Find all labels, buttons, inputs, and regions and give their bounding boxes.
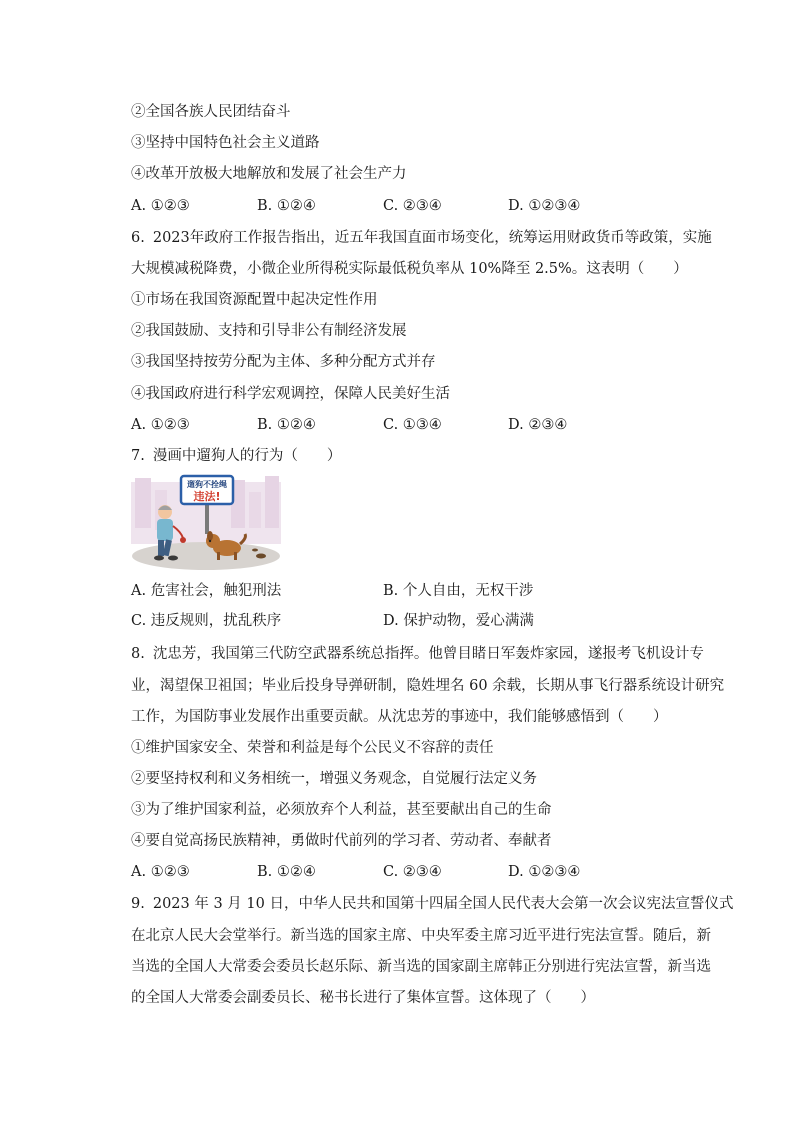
q6-number: 6. bbox=[131, 230, 145, 246]
q8-stem-line-1: 8. 沈忠芳，我国第三代防空武器系统总指挥。他曾目睹日军轰炸家园，遂报考飞机设计专 bbox=[131, 646, 704, 662]
q6-stem-line-2: 大规模减税降费，小微企业所得税实际最低税负率从 10%降至 2.5%。这表明（ ） bbox=[131, 261, 688, 277]
q6-statement-2: ②我国鼓励、支持和引导非公有制经济发展 bbox=[131, 323, 407, 339]
q5-statement-4: ④改革开放极大地解放和发展了社会生产力 bbox=[131, 166, 407, 182]
q6-statement-1: ①市场在我国资源配置中起决定性作用 bbox=[131, 292, 378, 308]
q8-number: 8. bbox=[131, 646, 145, 662]
q8-option-b[interactable]: B. ①②④ bbox=[257, 864, 316, 880]
q6-statement-4: ④我国政府进行科学宏观调控，保障人民美好生活 bbox=[131, 386, 450, 402]
q8-statement-3: ③为了维护国家利益，必须放弃个人利益，甚至要献出自己的生命 bbox=[131, 802, 552, 818]
q8-statement-2: ②要坚持权利和义务相统一，增强义务观念，自觉履行法定义务 bbox=[131, 771, 537, 787]
q7-option-b[interactable]: B. 个人自由，无权干涉 bbox=[383, 583, 534, 599]
q8-stem-line-2: 业，渴望保卫祖国；毕业后投身导弹研制，隐姓埋名 60 余载，长期从事飞行器系统设计研究 bbox=[131, 678, 725, 694]
q5-option-d[interactable]: D. ①②③④ bbox=[508, 198, 581, 214]
sign-text-line-1: 遛狗不拴绳 bbox=[187, 480, 227, 489]
q6-option-a[interactable]: A. ①②③ bbox=[131, 417, 190, 433]
q7-number: 7. bbox=[131, 448, 145, 464]
q6-stem-line-1: 6. 2023年政府工作报告指出，近五年我国直面市场变化，统筹运用财政货币等政策，实施 bbox=[131, 230, 712, 246]
sign-text-line-2: 违法! bbox=[193, 490, 221, 503]
q5-option-a[interactable]: A. ①②③ bbox=[131, 198, 190, 214]
q5-statement-2: ②全国各族人民团结奋斗 bbox=[131, 104, 291, 120]
q6-option-d[interactable]: D. ②③④ bbox=[508, 417, 568, 433]
q5-option-c[interactable]: C. ②③④ bbox=[383, 198, 442, 214]
q7-option-d[interactable]: D. 保护动物，爱心满满 bbox=[383, 613, 534, 629]
q5-statement-3: ③坚持中国特色社会主义道路 bbox=[131, 135, 320, 151]
q8-option-d[interactable]: D. ①②③④ bbox=[508, 864, 581, 880]
q7-stem: 7. 漫画中遛狗人的行为（ ） bbox=[131, 448, 342, 464]
q9-stem-line-2: 在北京人民大会堂举行。新当选的国家主席、中央军委主席习近平进行宪法宣誓。随后，新 bbox=[131, 928, 711, 944]
q8-option-a[interactable]: A. ①②③ bbox=[131, 864, 190, 880]
q6-option-c[interactable]: C. ①③④ bbox=[383, 417, 442, 433]
q9-stem-line-3: 当选的全国人大常委会委员长赵乐际、新当选的国家副主席韩正分别进行宪法宣誓，新当选 bbox=[131, 959, 711, 975]
q9-stem-line-4: 的全国人大常委会副委员长、秘书长进行了集体宣誓。这体现了（ ） bbox=[131, 990, 595, 1006]
q8-stem-line-3: 工作，为国防事业发展作出重要贡献。从沈忠芳的事迹中，我们能够感悟到（ ） bbox=[131, 709, 668, 725]
q8-option-c[interactable]: C. ②③④ bbox=[383, 864, 442, 880]
q9-stem-line-1: 9. 2023 年 3 月 10 日，中华人民共和国第十四届全国人民代表大会第一次会议宪法宣誓仪式 bbox=[131, 896, 734, 912]
q8-statement-4: ④要自觉高扬民族精神，勇做时代前列的学习者、劳动者、奉献者 bbox=[131, 833, 552, 849]
q6-option-b[interactable]: B. ①②④ bbox=[257, 417, 316, 433]
q9-number: 9. bbox=[131, 896, 145, 912]
q7-option-a[interactable]: A. 危害社会，触犯刑法 bbox=[131, 583, 282, 599]
q8-statement-1: ①维护国家安全、荣誉和利益是每个公民义不容辞的责任 bbox=[131, 740, 494, 756]
dog-walking-cartoon bbox=[131, 470, 281, 572]
q5-option-b[interactable]: B. ①②④ bbox=[257, 198, 316, 214]
q7-option-c[interactable]: C. 违反规则，扰乱秩序 bbox=[131, 613, 282, 629]
q6-statement-3: ③我国坚持按劳分配为主体、多种分配方式并存 bbox=[131, 354, 436, 370]
